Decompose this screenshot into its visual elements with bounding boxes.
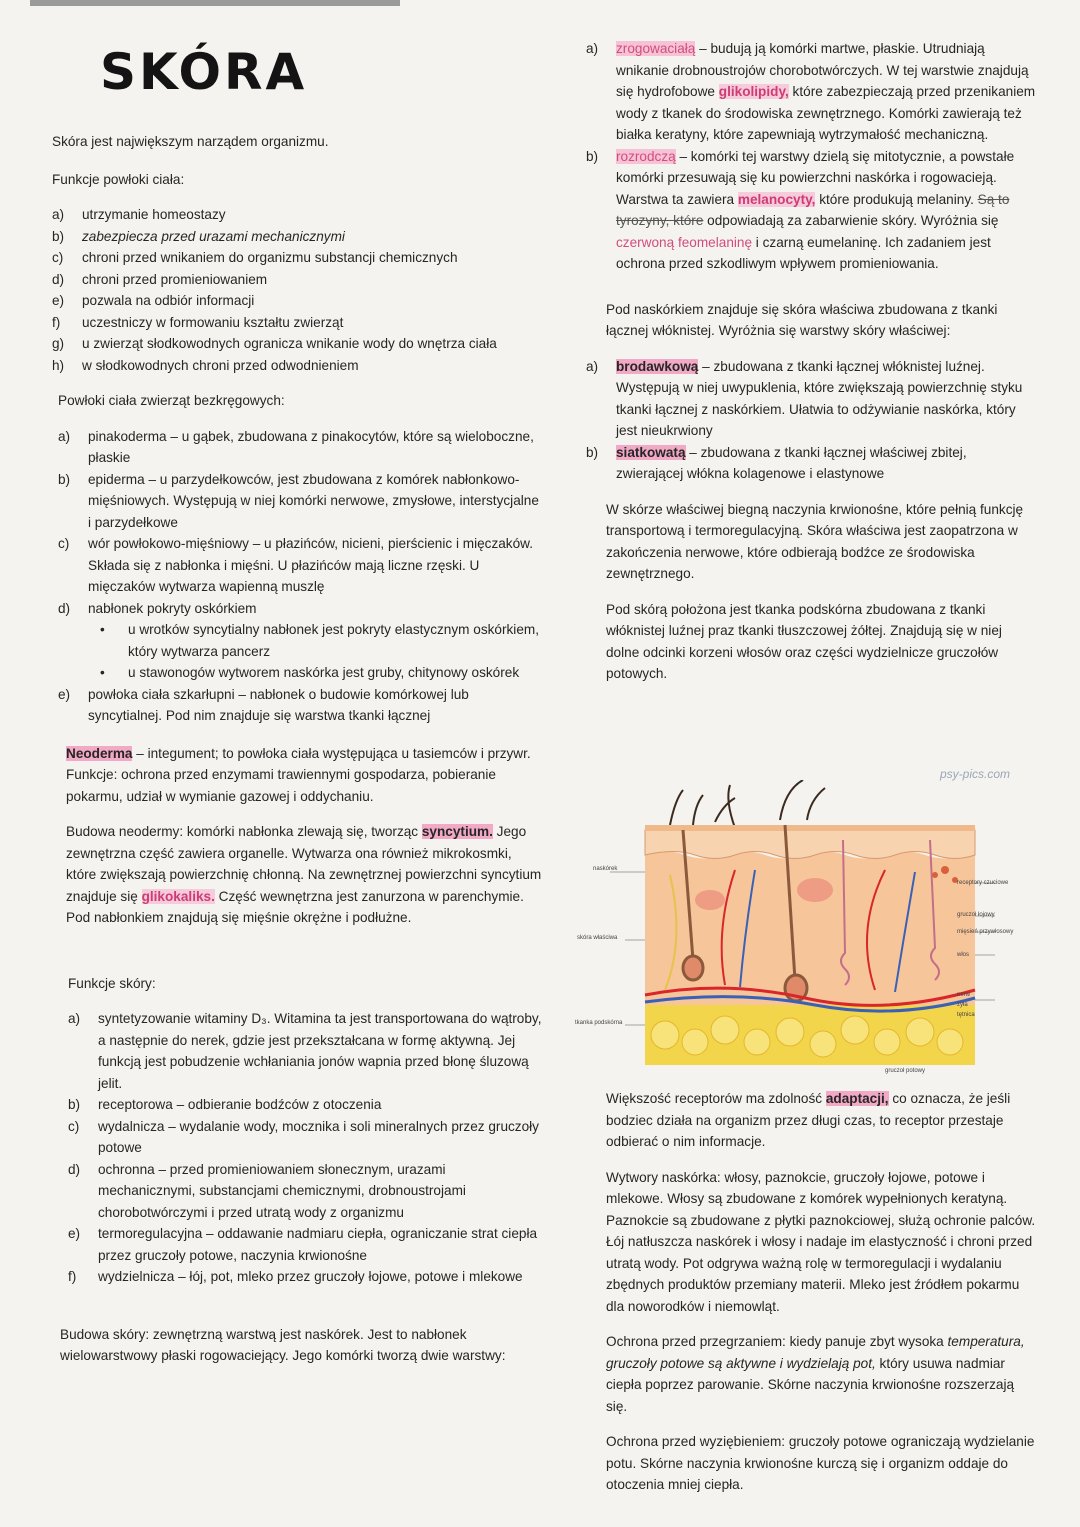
label-zyla: żyła: [957, 1002, 968, 1008]
neoderma-paragraph: Neoderma – integument; to powłoka ciała występująca u tasiemców i przywr. Funkcje: ochrona przed enzymami trawiennymi gospodarza, pobieranie pokarmu, udział w wymianie gazowej i oddychaniu.: [66, 745, 531, 804]
label-skora-wlasciwa: skóra właściwa: [577, 935, 618, 941]
list-item: [52, 247, 542, 269]
label-tkanka-podskorna: tkanka podskórna: [575, 1020, 623, 1026]
list-marker: c): [58, 536, 70, 551]
list-marker: b): [52, 228, 65, 244]
list-text: wydalnicza – wydalanie wody, mocznika i soli mineralnych przez gruczoły potowe: [98, 1118, 539, 1155]
dermis-list: [586, 356, 1036, 485]
skin-functions-list: [52, 1008, 542, 1288]
list-text: termoregulacyjna – oddawanie nadmiaru ciepła, ograniczanie strat ciepła przez gruczoły potowe, naczynia krwionośne: [98, 1226, 538, 1263]
list-item: e) powłoka ciała szkarłupni – nabłonek o budowie komórkowej lub syncytialnej. Pod nim znajduje się warstwa tkanki łącznej: [58, 686, 469, 723]
list-item: [52, 312, 542, 334]
list-text: utrzymanie homeostazy: [82, 207, 226, 222]
bullet-text: u stawonogów wytworem naskórka jest gruby, chitynowy oskórek: [128, 665, 520, 680]
list-item: [68, 1008, 542, 1094]
neoderma-build-paragraph: Budowa neodermy: komórki nabłonka zlewają się, tworząc syncytium. Jego zewnętrzna część zawiera organelle. Wytwarza ona również mikrokosmki, które zwiększają powierzchnię chłonną. Na zewnętrznej powierzchni syncytium znajduje się glikokaliks. Część wewnętrzna jest zanurzona w parenchymie. Pod nabłonkiem znajdują się mięśnie okrężne i podłużne.: [66, 824, 542, 925]
list-item: [52, 290, 542, 312]
list-text: wór powłokowo-mięśniowy – u płazińców, nicieni, pierścienic i mięczaków. Składa się z nabłonka i mięśni. U płazińców mają liczne rzęski. U mięczaków wytwarza wapienną muszlę: [88, 536, 534, 594]
intro-text: Skóra jest największym narządem organizmu.: [52, 134, 329, 149]
list-text: zabezpiecza przed urazami mechanicznymi: [82, 228, 345, 244]
list-item: [52, 204, 542, 226]
functions-list: [52, 204, 542, 376]
label-gruczol-lojowy: gruczoł łojowy: [957, 912, 995, 918]
overheat-paragraph: Ochrona przed przegrzaniem: kiedy panuje zbyt wysoka temperatura, gruczoły potowe są aktywne i wydzielają pot, który usuwa nadmiar ciepła poprzez parowanie. Skórne naczynia krwionośne rozszerzają się.: [606, 1334, 1025, 1414]
list-item: b) siatkowatą – zbudowana z tkanki łącznej właściwej zbitej, zwierającej włókna kolagenowe i elastynowe: [586, 444, 967, 481]
neoderma-term: Neoderma: [66, 745, 133, 761]
label-miesien: mięsień przywłosowy: [957, 929, 1014, 935]
list-marker: h): [52, 357, 65, 373]
list-marker: d): [52, 271, 65, 287]
dermis-layer: [645, 852, 975, 1006]
label-nerw: nerw: [957, 992, 971, 998]
list-text: epiderma – u parzydełkowców, jest zbudowana z komórek nabłonkowo-mięśniowych. Występują w niej komórki nerwowe, zmysłowe, interstycjalne i parzydełkowe: [88, 471, 539, 530]
right-column: [586, 38, 1036, 685]
list-text: chroni przed promieniowaniem: [82, 271, 268, 287]
list-marker: b): [68, 1097, 81, 1112]
label-gruczol-potowy: gruczoł potowy: [885, 1068, 926, 1074]
cooling-paragraph: Ochrona przed wyziębieniem: gruczoły potowe ograniczają wydzielanie potu. Skórne naczynia krwionośne kurczą się i organizm oddaje do otoczenia mniej ciepła.: [606, 1434, 1035, 1492]
list-item: [68, 1223, 542, 1266]
bullet-icon: •: [100, 622, 105, 637]
functions-heading: Funkcje powłoki ciała:: [52, 171, 185, 187]
invert-list: [52, 426, 542, 727]
skin-functions-heading: Funkcje skóry:: [68, 975, 156, 991]
label-receptory: receptory czuciowe: [957, 880, 1009, 886]
list-text: nabłonek pokryty oskórkiem: [88, 600, 257, 616]
list-marker: a): [52, 207, 65, 222]
list-marker: f): [68, 1269, 77, 1284]
image-credit: psy-pics.com: [940, 767, 1011, 781]
list-text: pozwala na odbiór informacji: [82, 293, 255, 308]
subcut-paragraph: Pod skórą położona jest tkanka podskórna zbudowana z tkanki włóknistej luźnej praz tkanki tłuszczowej żółtej. Znajdują się w niej dolne odcinki korzeni włosów oraz części wydzielnicze gruczołów potowych.: [606, 601, 1002, 681]
left-column: [52, 131, 542, 1367]
bullet-item: [58, 619, 542, 662]
list-text: u zwierząt słodkowodnych ogranicza wnikanie wody do wnętrza ciała: [82, 336, 497, 351]
list-text: uczestniczy w formowaniu kształtu zwierząt: [82, 314, 344, 330]
list-item: [58, 533, 542, 598]
right-column-lower: [606, 1088, 1036, 1496]
list-marker: d): [58, 600, 71, 616]
list-item: [52, 226, 542, 248]
list-item: a) brodawkową – zbudowana z tkanki łącznej włóknistej luźnej. Występują w niej uwypuklenia, które zwiększają powierzchnię styku tkanki łącznej z naskórkiem. Ułatwia to odżywianie naskórka, który jest nieukrwiony: [586, 358, 1023, 438]
list-item: [68, 1266, 542, 1288]
list-item: [58, 426, 542, 469]
skin-build-paragraph: Budowa skóry: zewnętrzną warstwą jest naskórek. Jest to nabłonek wielowarstwowy płaski rogowaciejący. Jego komórki tworzą dwie warstwy:: [60, 1326, 506, 1363]
list-marker: c): [68, 1118, 80, 1134]
list-marker: e): [52, 293, 65, 308]
list-item: [52, 355, 542, 377]
bullet-item: [58, 662, 542, 684]
list-text: receptorowa – odbieranie bodźców z otoczenia: [98, 1097, 382, 1112]
list-item-epidermis-b: b) rozrodczą – komórki tej warstwy dzielą się mitotycznie, a powstałe komórki przesuwają się ku powierzchni naskórka i rogowacieją. Warstwa ta zawiera melanocyty, które produkują melaniny. Są to tyrozyny, które odpowiadają za zabarwienie skóry. Wyróżnia się czerwoną feomelaninę i czarną eumelaninę. Ich zadaniem jest ochrona przed szkodliwym wpływem promieniowania.: [586, 148, 1015, 271]
list-marker: f): [52, 314, 61, 330]
list-item: [68, 1116, 542, 1159]
products-paragraph: Wytwory naskórka: włosy, paznokcie, gruczoły łojowe, potowe i mlekowe. Włosy są zbudowane z komórek wypełnionych keratyną. Paznokcie są zbudowane z płytki paznokciowej, służą ochronie palców. Łój natłuszcza naskórek i włosy i nadaje im elastyczność i chroni przed utratą wody. Pot odgrywa ważną rolę w termoregulacji i wydalaniu zbędnych produktów przemiany materii. Mleko jest źródłem pokarmu dla noworodków i niemowląt.: [606, 1169, 1036, 1314]
skin-diagram: [575, 780, 1030, 1080]
label-wlos: włos: [957, 952, 970, 958]
list-item: [52, 269, 542, 291]
list-marker: a): [58, 428, 71, 444]
list-item: [68, 1159, 542, 1224]
dermis-intro: Pod naskórkiem znajduje się skóra właściwa zbudowana z tkanki łącznej włóknistej. Wyróżnia się warstwy skóry właściwej:: [606, 301, 998, 338]
list-text: chroni przed wnikaniem do organizmu substancji chemicznych: [82, 250, 458, 265]
hairs: [670, 780, 825, 828]
vessels-paragraph: W skórze właściwej biegną naczynia krwionośne, które pełnią funkcję transportową i termoregulacyjną. Skóra właściwa jest zaopatrzona w zakończenia nerwowe, które odbierają bodźce ze środowiska zewnętrznego.: [606, 501, 1024, 581]
label-tetnica: tętnica: [957, 1012, 975, 1018]
invert-heading: Powłoki ciała zwierząt bezkręgowych:: [58, 393, 285, 408]
list-text: w słodkowodnych chroni przed odwodnieniem: [82, 357, 359, 373]
list-text: pinakoderma – u gąbek, zbudowana z pinakocytów, które są wieloboczne, płaskie: [88, 428, 534, 465]
list-marker: b): [58, 471, 71, 487]
list-item: [58, 469, 542, 534]
adaptation-paragraph: Większość receptorów ma zdolność adaptacji, co oznacza, że jeśli bodziec działa na organizm przez długi czas, to receptor przestaje odbierać o nim informacje.: [606, 1091, 1011, 1149]
top-border-line: [30, 0, 400, 6]
list-item: [68, 1094, 542, 1116]
list-item: [52, 333, 542, 355]
list-item: [58, 598, 542, 620]
list-text: wydzielnicza – łój, pot, mleko przez gruczoły łojowe, potowe i mlekowe: [98, 1269, 523, 1284]
skin-surface: [645, 825, 975, 831]
label-naskorek: naskórek: [593, 866, 618, 872]
list-marker: a): [68, 1011, 81, 1026]
list-marker: e): [68, 1226, 81, 1241]
list-text: syntetyzowanie witaminy D₃. Witamina ta jest transportowana do wątroby, a następnie do nerek, gdzie jest przekształcana w formę aktywną. Jej funkcją jest pobudzenie wchłaniania jonów wapnia przed błonę śluzową jelit.: [98, 1011, 542, 1091]
epidermis-layer: [645, 830, 975, 859]
list-item-epidermis-a: a) zrogowaciałą – budują ją komórki martwe, płaskie. Utrudniają wnikanie drobnoustrojów chorobotwórczych. W tej warstwie znajdują się hydrofobowe glikolipidy, które zabezpieczają przed przenikaniem wody z tkanek do środowiska zewnętrznego. Komórki zawierają też białka keratyny, które zapewniają wytrzymałość mechaniczną.: [586, 41, 1036, 142]
list-text: ochronna – przed promieniowaniem słonecznym, urazami mechanicznymi, substancjami chemicznymi, drobnoustrojami chorobotwórczymi i przed utratą wody z organizmu: [98, 1161, 466, 1220]
bullet-icon: •: [100, 665, 105, 680]
list-marker: d): [68, 1161, 81, 1177]
page-title: SKÓRA: [100, 43, 308, 101]
list-marker: g): [52, 336, 65, 351]
list-marker: c): [52, 250, 64, 265]
bullet-text: u wrotków syncytialny nabłonek jest pokryty elastycznym oskórkiem, który wytwarza pancerz: [128, 622, 539, 659]
